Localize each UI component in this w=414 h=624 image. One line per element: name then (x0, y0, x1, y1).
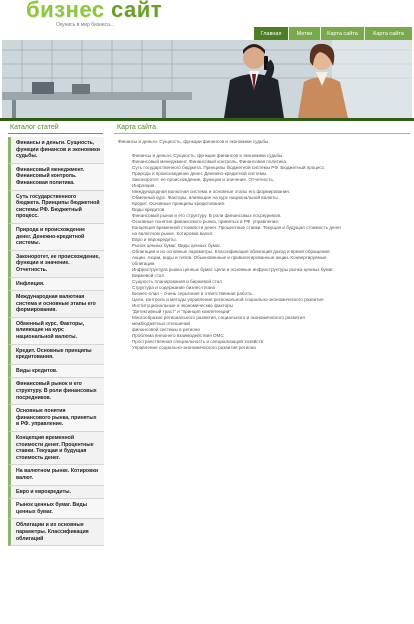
sitemap-link[interactable]: Многообразие регионального развития, социального и экономического развития (132, 315, 305, 320)
sidebar-item-finance-money[interactable]: Финансы и деньги. Сущность, функции финансов и экономики судьбы. (8, 137, 104, 164)
sitemap-link[interactable]: Кредит. Основные принципы кредитования. (132, 201, 226, 206)
sitemap-link[interactable]: Финансовый менеджмент. Финансовый контроль. Финансовая политика. (132, 159, 288, 164)
main-title-underline (114, 133, 410, 134)
sitemap-link[interactable]: Инфляция. (132, 183, 156, 188)
sidebar-item-inflation[interactable]: Инфляция. (8, 278, 104, 292)
sitemap-link[interactable]: Финансовый рынок и его структуру. В роли финансовых посредников. (132, 213, 282, 218)
sidebar-item-bonds[interactable]: Облигации и их основные параметры. Классификация облигаций (8, 519, 104, 546)
sitemap-link[interactable]: Биржевой стал (132, 273, 165, 278)
sidebar-item-credit-principles[interactable]: Кредит. Основные принципы кредитования. (8, 345, 104, 365)
header-divider-stripe (0, 118, 414, 121)
logo-tagline: Окунись в мир бизнеса... (56, 22, 115, 28)
main-title: Карта сайта (117, 124, 156, 131)
sitemap-link[interactable]: Природа и происхождение денег. Денежно-кредитной системы. (132, 171, 268, 176)
sidebar-title-underline (8, 133, 103, 134)
nav-tab-tags[interactable]: Метки (288, 27, 320, 40)
sitemap-link[interactable]: на валютном рынке. Котировки валют. (132, 231, 214, 236)
sitemap-link[interactable]: Пространственная специальность и специализация хозяйств (132, 339, 264, 344)
nav-tab-sitemap-2[interactable]: Карта сайта (364, 27, 412, 40)
sitemap-link[interactable]: Цели, контроль и методы управления региональной социально-экономического развития (132, 297, 324, 302)
sitemap-link[interactable]: финансовой системы в регионе (132, 327, 200, 332)
sidebar-item-financial-market[interactable]: Финансовый рынок и его структуру. В роли финансовых посредников. (8, 378, 104, 405)
sitemap-link[interactable]: Структура и содержание бизнес-плана (132, 285, 216, 290)
sitemap-link[interactable]: Суть государственного бюджета. Принципы бюджетной системы РФ. Бюджетный процесс. (132, 165, 326, 170)
sidebar-item-exchange-rate[interactable]: Обменный курс. Факторы, влияющие на курс национальной валюты. (8, 318, 104, 345)
nav-tab-sitemap-1[interactable]: Карта сайта (320, 27, 364, 40)
sitemap-link[interactable]: Виды кредитов. (132, 207, 166, 212)
top-navigation (254, 27, 412, 40)
header-banner-photo (2, 40, 412, 118)
sitemap-link[interactable]: Инфраструктура рынка ценных бумаг. Цели и основные инфраструктуры рынка ценных бумаг. (132, 267, 334, 272)
sitemap-link[interactable]: Законоротет, ее происхождение, функции и значение. Отчетность. (132, 177, 275, 182)
sidebar-item-currency-system[interactable]: Международная валютная система и основные этапы его формирования. (8, 291, 104, 318)
sidebar-item-fx-quotes[interactable]: На валютном рынке. Котировки валют. (8, 465, 104, 485)
sidebar-item-market-concepts[interactable]: Основные понятия финансового рынка, принятых в РФ. управление. (8, 405, 104, 432)
sidebar-item-securities[interactable]: Рынок ценных бумаг. Виды ценных бумаг. (8, 499, 104, 519)
sitemap-link[interactable]: "Детективный траст" и "принцип компетенции" (132, 309, 231, 314)
sitemap-link[interactable]: Акции. Акции, виды и типов. Обыкновенные и привилегированные акции. Конвертируемые (132, 255, 327, 260)
sitemap-link[interactable]: Институциональные и экономические факторы (132, 303, 233, 308)
sidebar-item-law-reporting[interactable]: Законоротет, ее происхождение, функции и значение. Отчетность. (8, 251, 104, 278)
sitemap-link[interactable]: Управление социально-экономического развития региона (132, 345, 256, 350)
logo-word-business: бизнес (26, 0, 105, 22)
sitemap-link[interactable]: Рынок ценных бумаг. Виды ценных бумаг. (132, 243, 221, 248)
sitemap-link[interactable]: Международная валютная система и основные этапы его формирования. (132, 189, 291, 194)
sidebar-item-state-budget[interactable]: Суть государственного бюджета. Принципы бюджетной системы РФ. Бюджетный процесс. (8, 191, 104, 224)
site-logo[interactable] (6, 0, 166, 28)
sitemap-link[interactable]: Основные понятия финансового рынка, принятых в РФ. управление. (132, 219, 280, 224)
sidebar-item-time-value[interactable]: Концепция временной стоимости денег. Процентные ставки. Текущая и будущая стоимость денег. (8, 432, 104, 465)
sidebar-item-financial-management[interactable]: Финансовый менеджмент. Финансовый контроль. Финансовая политика. (8, 164, 104, 191)
office-people-illustration (2, 40, 412, 118)
sitemap-link[interactable]: Облигации и их основные параметры. Классификация облигаций доход и время обращения. (132, 249, 331, 254)
sitemap-link[interactable]: Обменный курс. Факторы, влияющие на курс национальной валюты. (132, 195, 279, 200)
sidebar-catalog-list (8, 137, 104, 607)
sidebar-title: Каталог статей (10, 124, 59, 131)
sitemap-link[interactable]: Сущность планирования и биржевой стал (132, 279, 222, 284)
sitemap-link[interactable]: Финансы и деньги. Сущность, функции финансов и экономики судьбы. (132, 153, 284, 158)
sitemap-link[interactable]: Концепция временной стоимости денег. Процентные ставки. Текущая и будущая стоимость денег (132, 225, 342, 230)
sidebar-item-money-origin[interactable]: Природа и происхождение денег. Денежно-кредитной системы. (8, 224, 104, 251)
sidebar-item-credit-types[interactable]: Виды кредитов. (8, 365, 104, 379)
sitemap-link[interactable]: Проблема внешнего взаимодействия ОМС (132, 333, 224, 338)
sitemap-link-list (132, 153, 408, 351)
sitemap-link[interactable]: облигации. (132, 261, 156, 266)
sidebar-item-euro-credits[interactable]: Евро и еврокредиты. (8, 486, 104, 500)
sitemap-intro-link[interactable]: Финансы и деньги. Сущность, функции финансов и экономики судьбы. (118, 139, 270, 144)
sitemap-link[interactable]: межбюджетных отношений (132, 321, 190, 326)
sitemap-link[interactable]: Евро и еврокредиты. (132, 237, 177, 242)
nav-tab-home[interactable]: Главная (254, 27, 288, 40)
sitemap-link[interactable]: Бизнес-план – очень серьезная и ответственная работа. (132, 291, 253, 296)
logo-word-site: сайт (111, 0, 163, 22)
